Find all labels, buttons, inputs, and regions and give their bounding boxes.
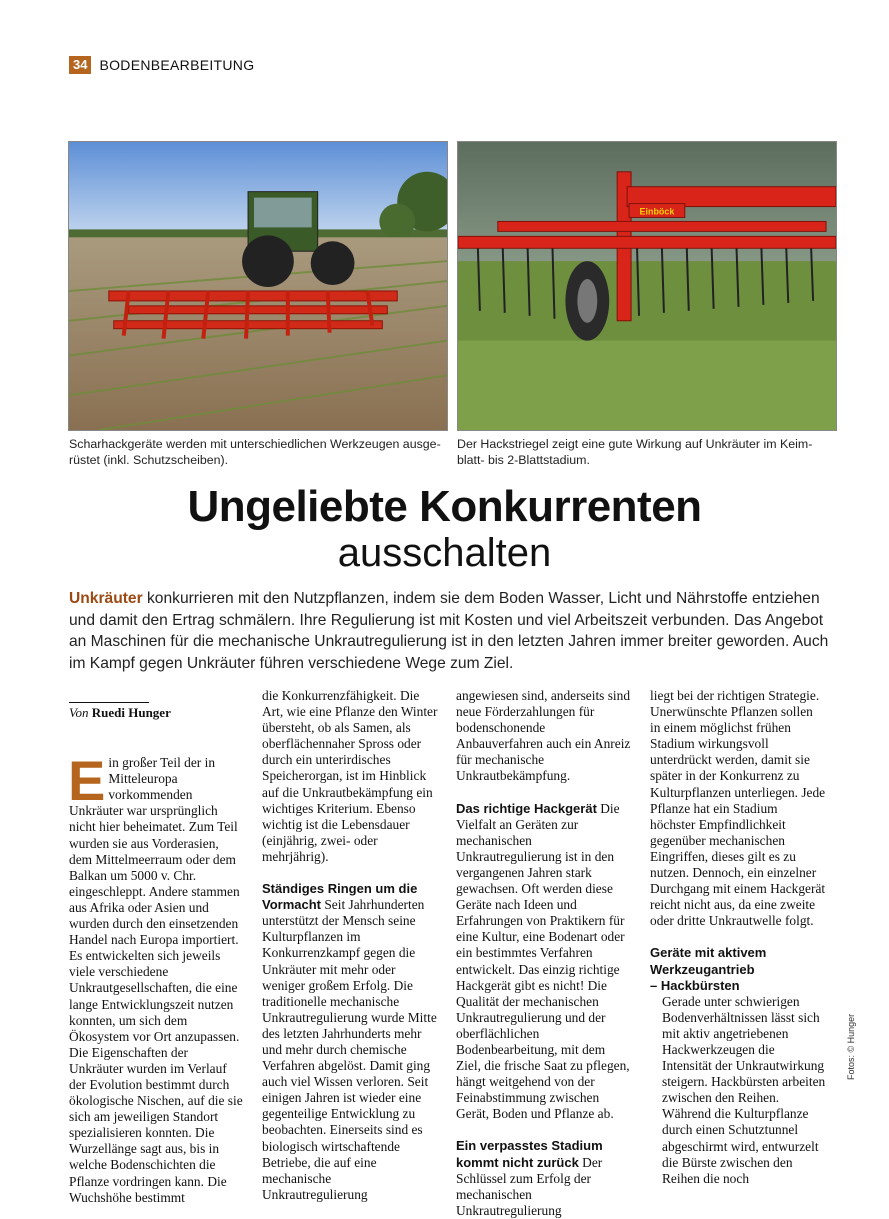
subhead-stadium: Ein verpasstes Stadium kommt nicht zurück [456, 1138, 603, 1170]
caption-2-line-2: blatt- bis 2-Blattstadium. [457, 453, 590, 467]
byline-rule [69, 702, 149, 703]
column-2 [262, 688, 438, 1203]
subhead-werkzeugantrieb: Geräte mit aktivem Werkzeugantrieb [650, 945, 767, 977]
column-1 [69, 688, 245, 1206]
photo-credit: Fotos: © Hunger [846, 1013, 856, 1080]
subhead-hackgeraet: Das richtige Hackgerät [456, 800, 597, 816]
photo-tractor-hoe [68, 141, 448, 431]
col3-section-1 [456, 801, 632, 1123]
byline-von: Von [69, 705, 89, 720]
headline: Ungeliebte Konkurrenten [187, 482, 702, 531]
caption-2-line-1: Der Hackstriegel zeigt eine gute Wirkung auf Unkräuter im Keim- [457, 437, 813, 451]
dropcap: E [68, 749, 106, 813]
col2-body-1: die Konkurrenzfähigkeit. Die Art, wie eine Pflanze den Winter übersteht, ob als Samen, als oberflächennaher Spross oder durch ein unterirdisches Speicherorgan, ist im Hinblick auf die Unkrautbekämpfung ein wichtiges Kriterium. Ebenso wichtig ist die Lebensdauer (einjährig, zwei- oder mehrjährig). [262, 688, 438, 864]
headline-sub: ausschalten [337, 531, 552, 575]
subhead-vormacht: Ständiges Ringen um die Vormacht [262, 881, 418, 913]
col3-body-1: angewiesen sind, anderseits sind neue Förderzahlungen für bodenschonende Anbauverfahren auch ein Anreiz für mechanische Unkrautbekämpfung. [456, 688, 631, 784]
col2-body-2: Seit Jahrhunderten unterstützt der Mensch seine Kulturpflanzen im Konkurrenzkampf gegen die Unkräuter mit mehr oder weniger großem Erfolg. Die traditionelle mechanische Unkrautregulierung wurde Mitte des letzten Jahrhunderts mehr und mehr durch chemische Verfahren abgelöst. Damit ging auch viel Wissen verloren. Seit einigen Jahren ist wieder eine gegenteilige Entwicklung zu beobachten. Einerseits sind es biologisch wirtschaftende Betriebe, die auf eine mechanische Unkrautregulierung [262, 897, 437, 1202]
col2-section [262, 881, 438, 1203]
caption-1-line-1: Scharhackgeräte werden mit unterschiedlichen Werkzeugen ausge- [69, 437, 441, 451]
col3-body-2: Die Vielfalt an Geräten zur mechanischen Unkrautregulierung ist in den vergangenen Jahren stark gewachsen. Oft werden diese Geräte nach Ideen und Erfahrungen von Praktikern für eine Kultur, eine Bodenart oder ein bestimmtes Verfahren entwickelt. Das einzig richtige Hackgerät gibt es nicht! Die Qualität der mechanischen Unkrautregulierung und der oberflächlichen Bodenbearbeitung, mit dem Ziel, die frische Saat zu pflegen, hängt weitgehend von der Feinabstimmung zwischen Gerät, Boden und Pflanze ab. [456, 800, 630, 1122]
byline [69, 705, 245, 721]
photo-caption-2 [457, 436, 837, 468]
col3-body-3: Der Schlüssel zum Erfolg der mechanischen Unkrautregulierung [456, 1154, 603, 1218]
photo-caption-1 [69, 436, 449, 468]
lead-text: konkurrieren mit den Nutzpflanzen, indem sie dem Boden Wasser, Licht und Nährstoffe entziehen und damit den Ertrag schmälern. Ihre Regulierung ist mit Kosten und viel Arbeitszeit verbunden. Das Angebot an Maschinen für die mechanische Unkrautregulierung ist in den letzten Jahren immer breiter geworden. Auch im Kampf gegen Unkräuter führen verschiedene Wege zum Ziel. [69, 590, 829, 672]
lead-paragraph [69, 588, 839, 674]
lead-keyword: Unkräuter [69, 590, 143, 607]
col4-body-1: liegt bei der richtigen Strategie. Unerwünschte Pflanzen sollen in einem möglichst frühen Stadium wirkungsvoll unterdrückt werden, damit sie später in der Konkurrenz zu Kulturpflanzen unterliegen. Jede Pflanze hat ein Stadium höchster Empfindlichkeit gegenüber mechanischen Eingriffen, dieses gilt es zu nutzen. Dennoch, ein einzelner Durchgang mit einem Hackgerät reicht nicht aus, da eine zweite oder dritte Unkrautwelle folgt. [650, 688, 826, 929]
photo-harrow [457, 141, 837, 431]
subhead-hackbuersten: – Hackbürsten [650, 977, 740, 993]
page-header [69, 56, 254, 74]
byline-author: Ruedi Hunger [91, 705, 171, 720]
column-4 [650, 688, 826, 1187]
caption-1-line-2: rüstet (inkl. Schutzscheiben). [69, 453, 229, 467]
section-label: BODENBEARBEITUNG [99, 57, 255, 73]
column-3 [456, 688, 632, 1219]
col4-body-2: Gerade unter schwierigen Bodenverhältnissen lässt sich mit aktiv angetriebenen Hackwerkzeugen die Intensität der Unkrautwirkung steigern. Hackbürsten arbeiten zwischen den Reihen. Während die Kulturpflanze durch einen Schutztunnel abgeschirmt wird, entwurzelt die Bürste zwischen den Reihen die noch [662, 993, 826, 1186]
page-number: 34 [69, 56, 91, 74]
einboeck-logo-text: Einböck [639, 206, 675, 217]
col1-body: in großer Teil der in Mitteleuropa vorkommenden Unkräuter war ursprünglich nicht hier beheimatet. Zum Teil wurden sie aus Vorderasien, dem Mittelmeerraum oder dem Balkan um 5000 v. Chr. eingeschleppt. Andere stammen aus Afrika oder Asien und wurden durch den einsetzenden Handel nach Europa importiert. Es entwickelten sich jeweils viele verschiedene Unkrautgesellschaften, die eine lange Entwicklungszeit nutzen konnten, um sich dem Ökosystem vor Ort anzupassen. Die Eigenschaften der Unkräuter wurden im Verlauf der Evolution bestimmt durch ökologische Nischen, auf die sie sich am jeweiligen Standort spezialisieren konnten. Die Wurzellänge sagt aus, bis in welche Bodenschichten die Pflanze vordringen kann. Die Wuchshöhe bestimmt [69, 755, 243, 1205]
col3-section-2 [456, 1138, 632, 1218]
column-1-text [68, 749, 245, 1206]
